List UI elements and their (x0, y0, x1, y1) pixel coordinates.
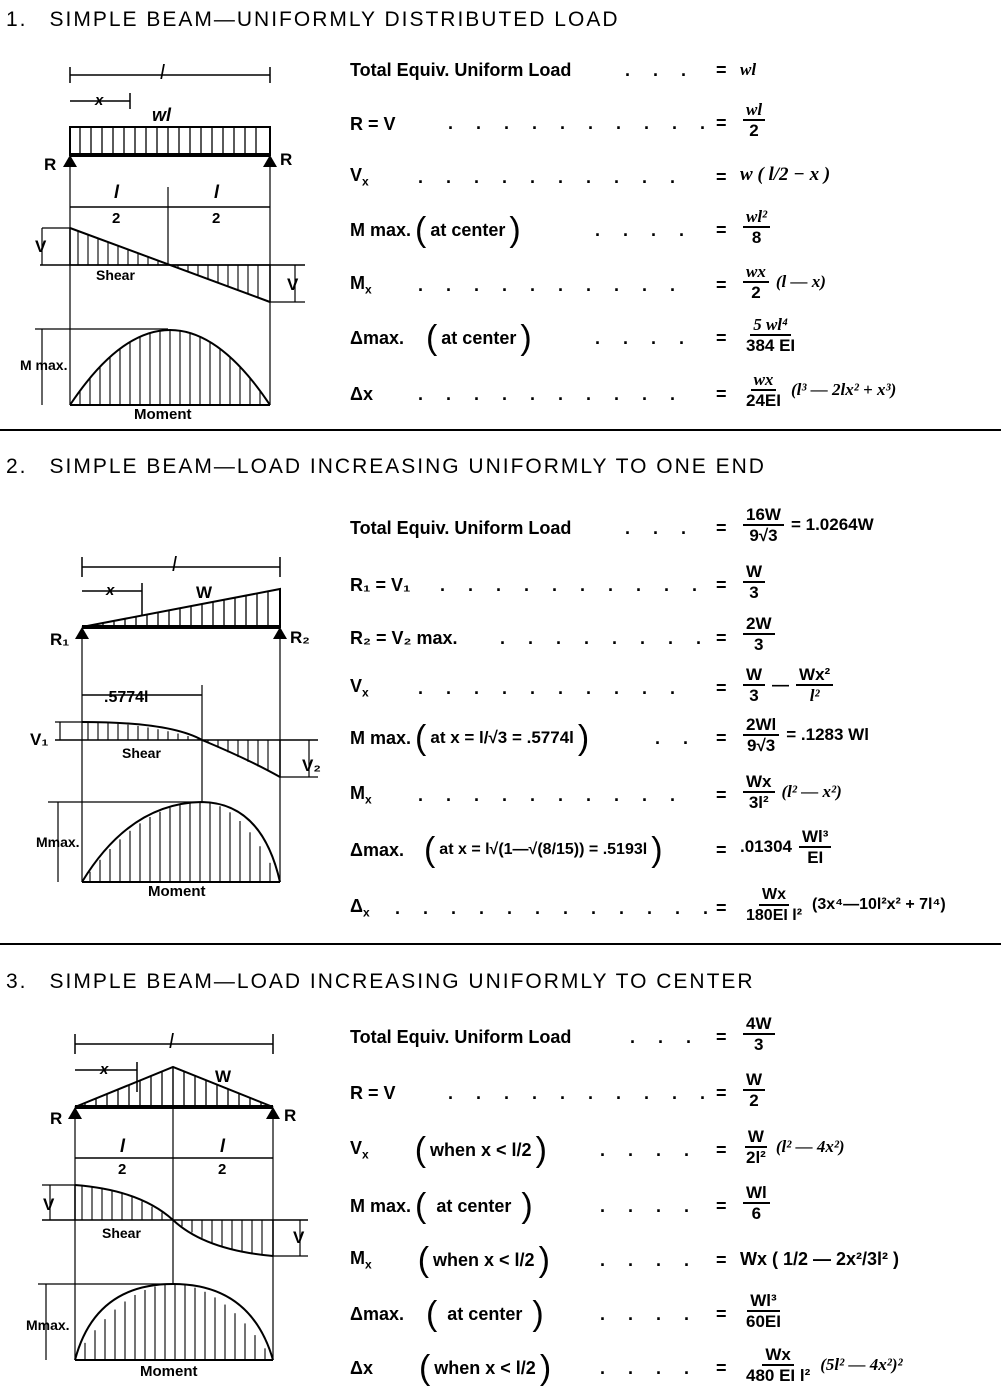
formula-row: Δmax. ( at center ) (350, 1295, 544, 1333)
half-span-left-den: 2 (112, 210, 121, 227)
formula-row: M max. ( at center ) (350, 1187, 533, 1225)
formula-tail: = 1.0264W (790, 515, 874, 534)
formula-row: M max. ( at x = l/√3 = .5774l ) (350, 719, 590, 757)
reaction-left: R (50, 1109, 63, 1128)
equals-sign: = (716, 1196, 727, 1216)
formula-row (350, 888, 370, 928)
fraction-numerator: wl (743, 100, 765, 121)
fraction-denominator: 9√3 (749, 526, 778, 545)
equals-sign: = (716, 1358, 727, 1378)
equals-sign: = (716, 840, 727, 860)
fraction-numerator: Wx² (796, 665, 833, 686)
fraction-denominator: 3 (754, 1035, 764, 1054)
formula-row: Δmax. ( at center ) (350, 319, 532, 357)
leader-dots: . . . . . . . . . . (418, 384, 685, 404)
formula-tail: (5l² — 4x²)² (820, 1355, 903, 1374)
leader-dots: . . . (625, 60, 696, 80)
section-number: 3. (6, 970, 28, 993)
formula-tail: (l² — 4x²) (775, 1137, 845, 1156)
formula-result (740, 262, 826, 302)
zero-shear-distance: .5774l (104, 689, 149, 706)
formula-condition: at center (430, 219, 506, 240)
formula-condition: at x = l/√3 = .5774l (430, 728, 574, 747)
formula-label: R₁ = V₁ (350, 574, 411, 595)
leader-dots: . . . . . . . . . . (418, 167, 685, 187)
formula-result (740, 715, 869, 755)
fraction-denominator: 2 (749, 1091, 759, 1110)
diagram-uniform-load (0, 55, 320, 430)
section-divider (0, 429, 1001, 431)
shear-label: Shear (96, 267, 135, 283)
span-label: l (169, 1031, 174, 1053)
fraction-numerator: 2Wl (743, 715, 779, 736)
formula-result (740, 1345, 903, 1385)
fraction-numerator: Wl³ (747, 1291, 779, 1312)
leader-dots: . . . . (600, 1140, 699, 1160)
formula-result (740, 772, 842, 812)
fraction-denominator: 3 (749, 686, 759, 705)
fraction-numerator: 5 wl⁴ (750, 315, 791, 336)
fraction-denominator: EI (807, 848, 824, 867)
formula-condition: at center (436, 1195, 512, 1216)
shear-v-right: V₂ (302, 756, 321, 775)
formula-label: M max. (350, 727, 412, 748)
equals-sign: = (716, 1140, 727, 1160)
formula-result (740, 562, 768, 602)
fraction-denominator: 3l² (748, 793, 769, 812)
formula-label: R = V (350, 113, 396, 134)
shear-v-right: V (293, 1228, 305, 1247)
formula-label: M max. (350, 1195, 412, 1216)
formula-label: Δx (350, 383, 373, 404)
shear-v-right: V (287, 275, 299, 294)
formula-row (350, 265, 372, 305)
formula-result: w ( l/2 − x ) (740, 164, 831, 185)
equals-sign: = (716, 167, 727, 187)
fraction-numerator: W (745, 1127, 767, 1148)
formula-row (350, 565, 410, 605)
fraction-denominator: 2l² (746, 1148, 766, 1167)
formula-row (350, 668, 369, 708)
fraction-numerator: W (743, 1070, 765, 1091)
formula-row: Δx ( when x < l/2 ) (350, 1349, 552, 1387)
diagram-load-to-center (0, 1030, 320, 1390)
fraction-denominator: 9√3 (746, 736, 776, 755)
span-label: l (172, 554, 177, 576)
formula-label: Total Equiv. Uniform Load (350, 59, 572, 80)
fraction-denominator: 180EI l² (746, 907, 803, 924)
equals-sign: = (716, 1250, 727, 1270)
formula-condition: when x < l/2 (430, 1139, 532, 1160)
fraction-denominator: 2 (749, 121, 759, 140)
leader-dots: . . . . (595, 220, 694, 240)
mmax-label: Mmax. (26, 1317, 70, 1333)
formula-result: $\frac{W}{3}$ — $\frac{\text{Wx²}}{\text{l²}}$ (740, 665, 836, 705)
span-label: l (160, 62, 165, 84)
formula-result (740, 207, 773, 247)
fraction-numerator: 2W (743, 614, 775, 635)
equals-sign: = (716, 518, 727, 538)
formula-label: $V_x$ (350, 676, 369, 700)
moment-label: Moment (148, 883, 206, 900)
leader-dots: . . . . (600, 1196, 699, 1216)
formula-row (350, 1073, 396, 1113)
half-span-right-num: l (220, 1136, 226, 1156)
shear-v-left: V (43, 1195, 55, 1214)
x-label: x (106, 582, 115, 599)
leader-dots: . . . . . . . . (500, 628, 711, 648)
equals-sign: = (716, 1304, 727, 1324)
fraction-numerator: W (743, 665, 765, 686)
formula-label: R₂ = V₂ max. (350, 627, 458, 648)
section-divider (0, 943, 1001, 945)
half-span-left-num: l (120, 1136, 126, 1156)
equals-sign: = (716, 678, 727, 698)
formula-row: M max. ( at center ) (350, 211, 521, 249)
section-number: 2. (6, 455, 28, 478)
moment-label: Moment (140, 1363, 198, 1380)
formula-row (350, 157, 369, 197)
equals-sign: = (716, 628, 727, 648)
load-label: wl (152, 105, 172, 125)
section-3-title (6, 970, 755, 994)
formula-row (350, 1017, 571, 1057)
uniform-load-block (70, 127, 270, 155)
leader-dots: . . . . (595, 328, 694, 348)
load-label: W (215, 1067, 232, 1086)
equals-sign: = (716, 575, 727, 595)
shear-v-left: V (35, 237, 47, 256)
equals-sign: = (716, 275, 727, 295)
formula-label: Δmax. (350, 839, 404, 860)
fraction-numerator: wl² (743, 207, 770, 228)
fraction-denominator: 6 (751, 1204, 762, 1223)
formula-result (740, 885, 946, 925)
leader-dots: . . . . . . . . . . . . (395, 898, 718, 918)
half-span-left-den: 2 (118, 1161, 127, 1178)
leader-dots: . . . . . . . . . . (418, 275, 685, 295)
formula-result (740, 1127, 845, 1167)
fraction-denominator: 60EI (746, 1312, 781, 1331)
fraction-numerator: Wx (762, 1345, 794, 1366)
formula-row (350, 104, 396, 144)
formula-result (740, 1291, 787, 1331)
formula-result: .01304 $\frac{\text{Wl³}}{EI}$ (740, 827, 834, 867)
formula-row: $V_x$ ( when x < l/2 ) (350, 1131, 547, 1169)
formula-condition: at x = l√(1—√(8/15)) = .5193l (439, 841, 648, 858)
formula-label: $\Delta_x$ (350, 896, 370, 920)
fraction-numerator: wx (743, 262, 769, 283)
shear-label: Shear (102, 1225, 141, 1241)
leader-dots: . . . (630, 1027, 701, 1047)
formula-row (350, 508, 571, 548)
fraction-numerator: 4W (743, 1014, 775, 1035)
section-heading: SIMPLE BEAM—UNIFORMLY DISTRIBUTED LOAD (49, 8, 620, 31)
half-span-left-num: l (114, 182, 120, 202)
formula-label: Δmax. (350, 327, 404, 348)
formula-result (740, 1070, 768, 1110)
leader-dots: . . . . . . . . . . (418, 678, 685, 698)
formula-condition: when x < l/2 (434, 1357, 536, 1378)
formula-result: Wx ( 1/2 — 2x²/3l² ) (740, 1249, 900, 1269)
mmax-label: M max. (20, 357, 68, 373)
formula-label: Δx (350, 1357, 373, 1378)
equals-sign: = (716, 60, 727, 80)
fraction-numerator: Wx (759, 885, 789, 906)
formula-result (740, 614, 778, 654)
fraction-denominator: 3 (754, 635, 764, 654)
half-span-right-num: l (214, 182, 220, 202)
formula-label: $V_x$ (350, 165, 369, 189)
fraction-numerator: W (743, 562, 765, 583)
fraction-denominator: 384 EI (746, 336, 796, 355)
formula-row: Δmax. ( at x = l√(1—√(8/15)) = .5193l ) (350, 831, 663, 869)
reaction-right: R (280, 150, 293, 169)
formula-label: Total Equiv. Uniform Load (350, 1026, 572, 1047)
diagram-load-one-end (0, 545, 330, 905)
formula-row (350, 374, 373, 414)
formula-result (740, 1183, 773, 1223)
formula-row (350, 618, 458, 658)
formula-label: $M_x$ (350, 783, 372, 807)
equals-sign: = (716, 384, 727, 404)
reaction-right: R₂ (290, 628, 310, 647)
equals-sign: = (716, 1083, 727, 1103)
formula-row: $M_x$ ( when x < l/2 ) (350, 1241, 550, 1279)
formula-result (740, 370, 896, 410)
x-label: x (100, 1061, 109, 1078)
formula-condition: when x < l/2 (433, 1249, 535, 1270)
fraction-numerator: Wl³ (799, 827, 831, 848)
reaction-right: R (284, 1106, 297, 1125)
formula-tail: (l² — x²) (781, 782, 842, 801)
fraction-denominator: l² (809, 686, 820, 705)
formula-label: Total Equiv. Uniform Load (350, 517, 572, 538)
formula-condition: at center (447, 1303, 523, 1324)
half-span-right-den: 2 (212, 210, 221, 227)
reaction-left: R₁ (50, 630, 70, 649)
moment-label: Moment (134, 406, 192, 423)
equals-sign: = (716, 220, 727, 240)
leader-dots: . . . . . . . . . . (448, 1083, 715, 1103)
fraction-numerator: Wl (743, 1183, 770, 1204)
fraction-denominator: 480 EI l² (746, 1366, 811, 1385)
section-2-title (6, 455, 766, 479)
fraction-denominator: 24EI (746, 391, 781, 410)
formula-result (740, 315, 801, 355)
equals-sign: = (716, 785, 727, 805)
x-label: x (95, 92, 104, 109)
half-span-right-den: 2 (218, 1161, 227, 1178)
equals-sign: = (716, 898, 727, 918)
equals-sign: = (716, 328, 727, 348)
fraction-numerator: 16W (743, 505, 784, 526)
leader-dots: . . . . (600, 1250, 699, 1270)
formula-condition: at center (441, 327, 517, 348)
formula-label: $M_x$ (350, 1248, 372, 1272)
shear-label: Shear (122, 745, 161, 761)
leader-dots: . . . . . . . . . . (418, 785, 685, 805)
fraction-denominator: 2 (751, 283, 761, 302)
mmax-label: Mmax. (36, 834, 80, 850)
formula-result: wl (740, 60, 757, 79)
formula-result (740, 100, 768, 140)
formula-tail: (l — x) (775, 272, 826, 291)
leader-dots: . . . . . . . . . . (448, 113, 715, 133)
section-number: 1. (6, 8, 28, 31)
leader-dots: . . (655, 728, 698, 748)
shear-v-left: V₁ (30, 730, 49, 749)
formula-label: R = V (350, 1082, 396, 1103)
fraction-numerator: wx (751, 370, 777, 391)
formula-tail: (3x⁴—10l²x² + 7l⁴) (812, 896, 946, 913)
formula-label: $M_x$ (350, 273, 372, 297)
leader-dots: . . . . (600, 1304, 699, 1324)
formula-result (740, 1014, 778, 1054)
formula-result (740, 505, 874, 545)
equals-sign: = (716, 728, 727, 748)
formula-tail: = .1283 Wl (786, 725, 869, 744)
formula-label: $V_x$ (350, 1138, 369, 1162)
fraction-numerator: Wx (743, 772, 775, 793)
shear-curve (82, 722, 280, 777)
fraction-denominator: 3 (749, 583, 759, 602)
section-heading: SIMPLE BEAM—LOAD INCREASING UNIFORMLY TO ONE END (49, 455, 766, 478)
leader-dots: . . . (625, 518, 696, 538)
formula-row (350, 50, 571, 90)
equals-sign: = (716, 113, 727, 133)
section-1-title (6, 8, 620, 32)
section-heading: SIMPLE BEAM—LOAD INCREASING UNIFORMLY TO CENTER (49, 970, 755, 993)
formula-label: M max. (350, 219, 412, 240)
fraction-denominator: 8 (751, 228, 762, 247)
formula-row (350, 775, 372, 815)
formula-label: Δmax. (350, 1303, 404, 1324)
load-label: W (196, 583, 213, 602)
leader-dots: . . . . . . . . . . (440, 575, 707, 595)
equals-sign: = (716, 1027, 727, 1047)
leader-dots: . . . . (600, 1358, 699, 1378)
reaction-left: R (44, 155, 57, 174)
formula-tail: (l³ — 2lx² + x³) (790, 380, 897, 399)
